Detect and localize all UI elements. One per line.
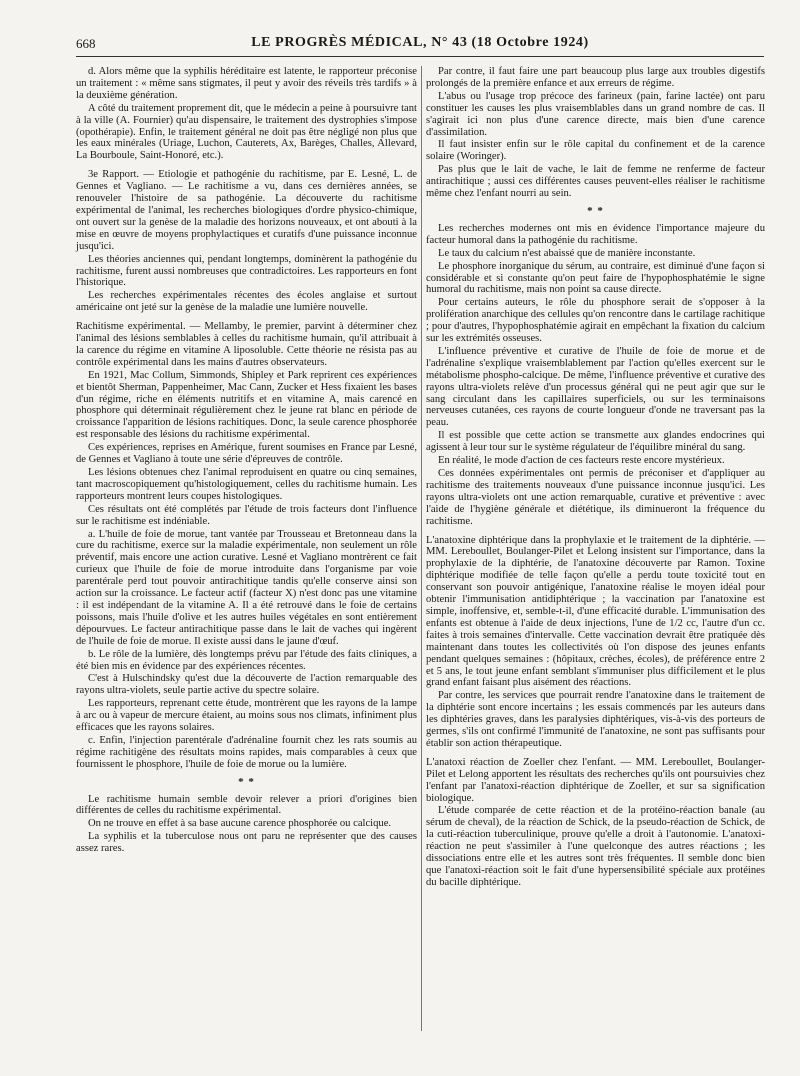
right-paragraph: L'influence préventive et curative de l'huile de foie de morue et de l'adrénaline s'explique vraisemblablement par l'action qu'elles exercent sur le métabolisme phospho-calcique. De même, l'influence préventive et curative des rayons ultra-violets relève d'un processus général qui ne peut agir que sur le sang circulant dans les capillaires superficiels, ou sur les terminaisons nerveuses cutanées, ces rayons de courte longueur d'onde ne traversant pas la peau. bbox=[426, 345, 765, 429]
right-paragraph: En réalité, le mode d'action de ces facteurs reste encore mystérieux. bbox=[438, 455, 725, 467]
right-paragraph: Il faut insister enfin sur le rôle capital du confinement et de la carence solaire (Woringer). bbox=[426, 139, 765, 163]
left-paragraph: En 1921, Mac Collum, Simmonds, Shipley et Park reprirent ces expériences et bientôt Sherman, Pappenheimer, Mac Cann, Zucker et Hess fixaient les bases d'un régime, riche en éléments nutritifs et en vitamine A, mais carencé en phosphore qui déterminait régulièrement chez le jeune rat blanc en période de croissance l'apparition de lésions rachitiques. Donc, la seule carence phosphorée est responsable des lésions du rachitisme expérimental. bbox=[76, 369, 417, 441]
right-paragraph: Il est possible que cette action se transmette aux glandes endocrines qui agissent à leur tour sur le système régulateur de l'équilibre minéral du sang. bbox=[426, 430, 765, 454]
journal-title: LE PROGRÈS MÉDICAL, N° 43 (18 Octobre 1924) bbox=[251, 35, 589, 50]
left-paragraph: Le rachitisme humain semble devoir relever a priori d'origines bien différentes de celles du rachitisme expérimental. bbox=[76, 793, 417, 817]
left-paragraph: Les recherches expérimentales récentes des écoles anglaise et surtout américaine ont jeté sur la genèse de la maladie une lumière nouvelle. bbox=[76, 290, 417, 314]
left-paragraph: On ne trouve en effet à sa base aucune carence phosphorée ou calcique. bbox=[88, 818, 392, 830]
right-paragraph: Les recherches modernes ont mis en évidence l'importance majeure du facteur humoral dans la pathogénie du rachitisme. bbox=[426, 222, 765, 246]
left-paragraph: 3e Rapport. — Etiologie et pathogénie du rachitisme, par E. Lesné, L. de Gennes et Vagliano. — Le rachitisme a vu, dans ces dernières années, se renouveler l'histoire de sa pathogénie. La découverte du rachitisme expérimental de l'animal, les recherches biologiques d'ordre physico-chimique, ont ouvert sur la genèse de la maladie des horizons nouveaux, et ont abouti à la mise en œuvre de moyens prophylactiques et curatifs d'une puissance inconnue jusqu'ici. bbox=[76, 169, 417, 252]
right-paragraph: Par contre, les services que pourrait rendre l'anatoxine dans le traitement de la diphtérie sont encore incertains ; les essais commencés par les auteurs dans les diphtéries graves, dans les paralysies diphtériques, vis-à-vis des porteurs de germes, s'ils ont confirmé l'immunité de l'anatoxine, ne sont pas suffisants pour établir son action thérapeutique. bbox=[426, 690, 765, 749]
left-paragraph: A côté du traitement proprement dit, que le médecin a peine à poursuivre tant à la ville (A. Fournier) qu'au dispensaire, le traitement des dystrophies s'impose (opothérapie). Enfin, le traitement général ne doit pas être négligé non plus que les eaux minérales (Uriage, Luchon, Cauterets, Ax, Barèges, Challes, Allevard, La Bourboule, Saint-Honoré, etc.). bbox=[76, 102, 417, 162]
left-paragraph: Ces expériences, reprises en Amérique, furent soumises en France par Lesné, de Gennes et Vagliano à toute une série d'épreuves de contrôle. bbox=[76, 442, 417, 466]
left-paragraph: Les théories anciennes qui, pendant longtemps, dominèrent la pathogénie du rachitisme, furent aussi nombreuses que contradictoires. Les rapporteurs en font l'historique. bbox=[76, 253, 417, 289]
right-paragraph: Pas plus que le lait de vache, le lait de femme ne renferme de facteur antirachitique ; aussi ces différentes causes peuvent-elles réaliser le rachitisme même chez l'enfant nourri au sein. bbox=[426, 164, 765, 200]
right-paragraph: L'anatoxi réaction de Zoeller chez l'enfant. — MM. Lereboullet, Boulanger-Pilet et Lelong apportent les résultats des recherches qu'ils ont poursuivies chez l'enfant par l'anatoxi-réaction diphtérique de Zoeller, et sur sa signification biologique. bbox=[426, 756, 765, 804]
section-separator: * * bbox=[587, 204, 604, 217]
left-paragraph: a. L'huile de foie de morue, tant vantée par Trousseau et Bretonneau dans la cure du rachitisme, exerce sur la maladie expérimentale, non seulement un rôle préventif, mais encore une action curative. Lesné et Vagliano montrèrent ce fait curieux que l'huile de foie de morue introduite dans l'organisme par voie parentérale perd tout pouvoir antirachitique tandis qu'elle conserve ainsi son action sur la croissance. Le facteur actif (facteur X) n'est donc pas une vitamine : il est indépendant de la vitamine A. Il a été retrouvé dans le foie de certains poissons, mais l'huile d'olive et les autres huiles végétales en sont entièrement dépourvues. Le facteur antirachitique passe dans le lait de vaches qui ingèrent de l'huile de foie de morue. Il existe aussi dans le jaune d'œuf. bbox=[76, 528, 417, 647]
left-paragraph: c. Enfin, l'injection parentérale d'adrénaline fournit chez les rats soumis au régime rachitigène des résultats moins rapides, mais comparables à ceux que fournissent le phosphore, l'huile de foie de morue ou la lumière. bbox=[76, 734, 417, 770]
right-paragraph: Ces données expérimentales ont permis de préconiser et d'appliquer au rachitisme des traitements nouveaux d'une puissance inconnue jusqu'ici. Les rayons ultra-violets ont une action remarquable, curative et préventive : avec l'aide de l'hygiène générale et diététique, ils diminueront la fréquence du rachitisme. bbox=[426, 468, 765, 527]
section-separator: * * bbox=[238, 775, 255, 788]
left-column bbox=[76, 66, 417, 856]
right-paragraph: Le phosphore inorganique du sérum, au contraire, est diminué d'une façon si considérable et si constante qu'on peut faire de l'hypophosphatémie le signe humoral du rachitisme, mais non point sa cause directe. bbox=[426, 260, 765, 296]
right-paragraph: L'étude comparée de cette réaction et de la protéino-réaction banale (au sérum de cheval), de la réaction de Schick, de la pseudo-réaction de Schick, de la cuti-réaction tuberculinique, prouve qu'elle a droit à l'autonomie. L'anatoxi-réaction ne peut s'assimiler à l'une quelconque des autres réactions ; les dissociations entre elle et les autres sont très fréquentes. Il semble donc bien que l'anatoxi-réaction soit le fait d'une hypersensibilité spéciale aux protéines du bacille diphtérique. bbox=[426, 805, 765, 888]
right-column bbox=[426, 66, 765, 890]
left-paragraph: d. Alors même que la syphilis héréditaire est latente, le rapporteur préconise un traitement : « même sans stigmates, il peut y avoir des réveils très tardifs » à la deuxième génération. bbox=[76, 66, 417, 101]
right-paragraph: Le taux du calcium n'est abaissé que de manière inconstante. bbox=[438, 247, 696, 259]
right-paragraph: Par contre, il faut faire une part beaucoup plus large aux troubles digestifs prolongés de la première enfance et aux erreurs de régime. bbox=[426, 66, 765, 89]
page-number: 668 bbox=[76, 36, 96, 51]
left-paragraph: Les lésions obtenues chez l'animal reproduisent en quatre ou cinq semaines, tant macroscopiquement qu'histologiquement, celles du rachitisme humain. Les rapporteurs montrent leurs coupes histologiques. bbox=[76, 467, 417, 502]
left-paragraph: Rachitisme expérimental. — Mellamby, le premier, parvint à déterminer chez l'animal des lésions semblables à celles du rachitisme humain, qu'il attribuait à la carence du régime en vitamine A liposoluble. Cette théorie ne résista pas au contrôle expérimental dans les mains d'autres observateurs. bbox=[76, 321, 417, 368]
right-paragraph: L'abus ou l'usage trop précoce des farineux (pain, farine lactée) ont paru constituer les causes les plus vraisemblables dans un grand nombre de cas. Il s'agirait ici non plus d'une carence directe, mais bien d'une carence d'assimilation. bbox=[426, 90, 765, 138]
left-paragraph: b. Le rôle de la lumière, dès longtemps prévu par l'étude des faits cliniques, a été bien mis en évidence par des expériences récentes. bbox=[76, 648, 417, 672]
left-paragraph: La syphilis et la tuberculose nous ont paru ne représenter que des causes assez rares. bbox=[76, 831, 417, 855]
right-paragraph: Pour certains auteurs, le rôle du phosphore serait de s'opposer à la prolifération anarchique des cellules qu'on rencontre dans le cartilage rachitique ; pour d'autres, l'hypophosphatémie agirait en empêchant la fixation du calcium sur les extrémités osseuses. bbox=[426, 297, 765, 345]
left-paragraph: Les rapporteurs, reprenant cette étude, montrèrent que les rayons de la lampe à arc ou à vapeur de mercure étaient, au moins sous nos climats, infiniment plus efficaces que les rayons solaires. bbox=[76, 698, 417, 734]
left-paragraph: C'est à Hulschindsky qu'est due la découverte de l'action remarquable des rayons ultra-violets, seule partie active du spectre solaire. bbox=[76, 673, 417, 697]
right-paragraph: L'anatoxine diphtérique dans la prophylaxie et le traitement de la diphtérie. — MM. Lereboullet, Boulanger-Pilet et Lelong insistent sur l'importance, dans la prophylaxie de la diphtérie, de l'anatoxine découverte par Ramon. Toxine diphtérique modifiée de telle façon qu'elle a perdu toute toxicité tout en conservant son pouvoir antigénique, l'anatoxine réalise le moyen idéal pour obtenir l'immunisation antidiphtérique ; la vaccination par l'anatoxine est simple, inoffensive, et, semble-t-il, d'une efficacité durable. L'immunisation des enfants est obtenue à l'aide de deux injections, l'une de 1/2 cc, l'autre d'un cc. faites à trois semaines d'intervalle. Cette vaccination devrait être pratiquée dès maintenant dans toutes les collectivités où l'on dispose des jeunes enfants pendant quelques semaines : (hôpitaux, crèches, écoles), de préférence entre 2 et 5 ans, le tout jeune enfant semblant s'immuniser plus difficilement et le plus grand enfant faisant plus aisément des réactions. bbox=[426, 534, 765, 689]
column-divider bbox=[421, 66, 422, 1031]
page-header bbox=[76, 34, 764, 57]
left-paragraph: Ces résultats ont été complétés par l'étude de trois facteurs dont l'influence sur le rachitisme est indéniable. bbox=[76, 503, 417, 527]
